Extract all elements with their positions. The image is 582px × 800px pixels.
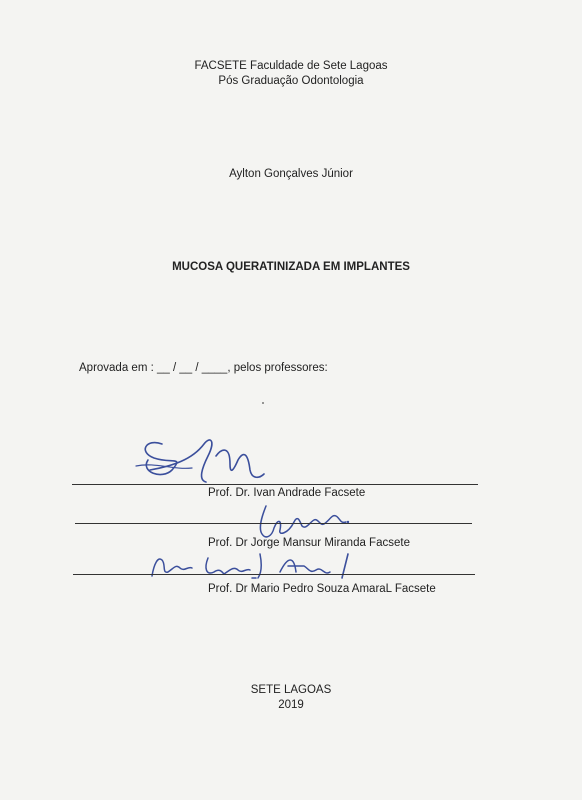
examiner-1-name: Prof. Dr. Ivan Andrade Facsete <box>208 487 366 499</box>
program-name: Pós Graduação Odontologia <box>218 75 364 87</box>
city: SETE LAGOAS <box>250 684 332 696</box>
author-name: Aylton Gonçalves Júnior <box>229 168 353 180</box>
institution-name: FACSETE Faculdade de Sete Lagoas <box>194 60 388 72</box>
approval-text: Aprovada em : __ / __ / ____, pelos professores: <box>79 362 328 374</box>
stray-mark <box>262 402 264 404</box>
document-title: MUCOSA QUERATINIZADA EM IMPLANTES <box>172 261 410 273</box>
examiner-2-name: Prof. Dr Jorge Mansur Miranda Facsete <box>208 537 410 549</box>
signature-line-3 <box>73 574 475 575</box>
year: 2019 <box>278 699 304 711</box>
examiner-3-name: Prof. Dr Mario Pedro Souza AmaraL Facsete <box>208 583 436 595</box>
signature-ivan-andrade <box>132 430 272 490</box>
signature-line-2 <box>75 523 472 524</box>
signature-line-1 <box>72 484 478 485</box>
signature-mario-amaral <box>148 548 358 584</box>
